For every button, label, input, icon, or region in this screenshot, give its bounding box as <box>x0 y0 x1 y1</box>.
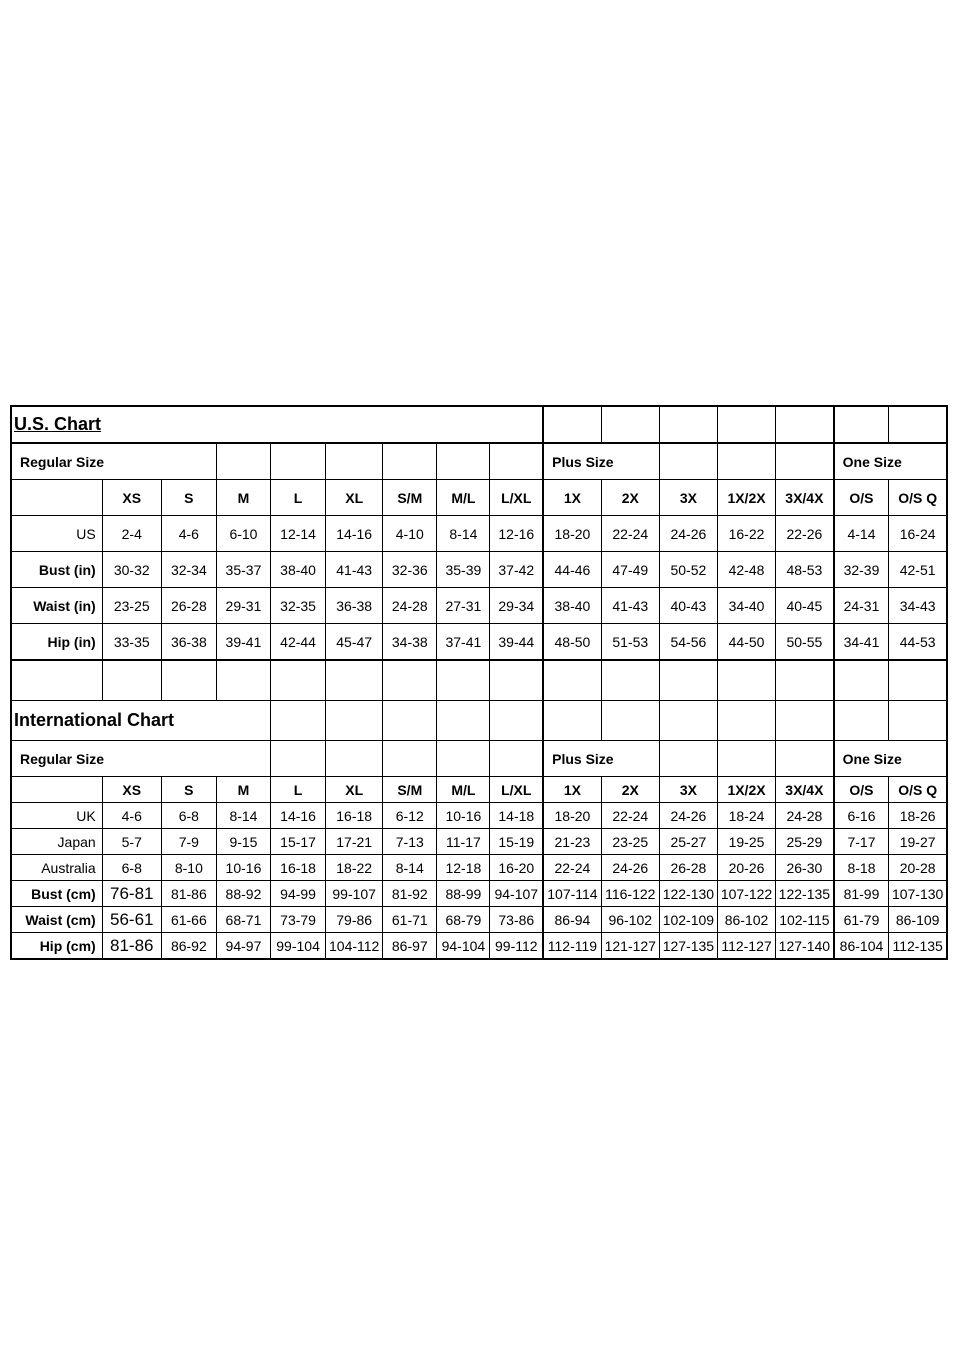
size-value: 61-79 <box>834 907 889 933</box>
size-value: 51-53 <box>601 624 659 661</box>
size-value: 6-8 <box>102 855 161 881</box>
size-value: 16-18 <box>271 855 326 881</box>
size-value: 86-92 <box>161 933 216 960</box>
spacer-cell <box>834 660 889 701</box>
size-value: 7-9 <box>161 829 216 855</box>
size-value: 14-16 <box>271 803 326 829</box>
size-value: 24-31 <box>834 588 889 624</box>
size-header: S <box>161 480 216 516</box>
size-value: 12-14 <box>271 516 326 552</box>
row-label: Hip (in) <box>11 624 102 661</box>
size-header: 3X <box>659 777 717 803</box>
size-header: S/M <box>383 777 437 803</box>
size-value: 26-28 <box>659 855 717 881</box>
size-value: 6-10 <box>216 516 270 552</box>
size-header: XL <box>326 480 383 516</box>
row-label: US <box>11 516 102 552</box>
size-value: 127-135 <box>659 933 717 960</box>
spacer-cell <box>326 660 383 701</box>
size-value: 25-27 <box>659 829 717 855</box>
size-header: L/XL <box>490 480 543 516</box>
size-value: 29-34 <box>490 588 543 624</box>
size-value: 88-99 <box>437 881 490 907</box>
size-header: XL <box>326 777 383 803</box>
size-value: 81-99 <box>834 881 889 907</box>
empty-cell <box>383 741 437 777</box>
size-value: 18-20 <box>543 516 601 552</box>
empty-cell <box>437 443 490 480</box>
size-value: 11-17 <box>437 829 490 855</box>
size-header: M <box>216 777 270 803</box>
regular-size-header: Regular Size <box>11 741 271 777</box>
spacer-cell <box>216 660 270 701</box>
size-value: 8-14 <box>383 855 437 881</box>
size-value: 73-86 <box>490 907 543 933</box>
size-value: 56-61 <box>102 907 161 933</box>
size-value: 38-40 <box>271 552 326 588</box>
size-value: 16-18 <box>326 803 383 829</box>
size-value: 6-8 <box>161 803 216 829</box>
size-value: 112-127 <box>717 933 775 960</box>
spacer-cell <box>659 660 717 701</box>
empty-cell <box>271 741 326 777</box>
spacer-cell <box>717 660 775 701</box>
size-value: 86-109 <box>889 907 947 933</box>
size-value: 37-41 <box>437 624 490 661</box>
size-value: 15-19 <box>490 829 543 855</box>
size-value: 19-25 <box>717 829 775 855</box>
size-header: 3X/4X <box>776 777 834 803</box>
empty-cell <box>776 701 834 741</box>
size-value: 107-122 <box>717 881 775 907</box>
size-value: 42-48 <box>717 552 775 588</box>
size-value: 47-49 <box>601 552 659 588</box>
size-value: 40-45 <box>776 588 834 624</box>
size-value: 20-26 <box>717 855 775 881</box>
size-value: 50-52 <box>659 552 717 588</box>
empty-cell <box>717 741 775 777</box>
size-value: 16-22 <box>717 516 775 552</box>
size-value: 39-41 <box>216 624 270 661</box>
size-value: 14-16 <box>326 516 383 552</box>
size-value: 68-79 <box>437 907 490 933</box>
size-value: 41-43 <box>326 552 383 588</box>
size-value: 24-26 <box>659 516 717 552</box>
empty-cell <box>11 480 102 516</box>
size-value: 22-24 <box>601 803 659 829</box>
empty-cell <box>717 406 775 443</box>
size-value: 44-50 <box>717 624 775 661</box>
size-value: 36-38 <box>161 624 216 661</box>
row-label: Waist (cm) <box>11 907 102 933</box>
empty-cell <box>776 406 834 443</box>
size-value: 18-24 <box>717 803 775 829</box>
size-value: 54-56 <box>659 624 717 661</box>
size-value: 36-38 <box>326 588 383 624</box>
size-value: 116-122 <box>601 881 659 907</box>
size-value: 29-31 <box>216 588 270 624</box>
spacer-cell <box>776 660 834 701</box>
empty-cell <box>889 701 947 741</box>
size-value: 76-81 <box>102 881 161 907</box>
size-header: XS <box>102 777 161 803</box>
size-value: 102-109 <box>659 907 717 933</box>
size-value: 61-66 <box>161 907 216 933</box>
size-value: 5-7 <box>102 829 161 855</box>
size-value: 21-23 <box>543 829 601 855</box>
size-value: 86-94 <box>543 907 601 933</box>
chart-title-cell <box>11 406 543 443</box>
empty-cell <box>326 701 383 741</box>
size-value: 79-86 <box>326 907 383 933</box>
size-header: L/XL <box>490 777 543 803</box>
size-value: 73-79 <box>271 907 326 933</box>
empty-cell <box>601 406 659 443</box>
size-value: 8-18 <box>834 855 889 881</box>
size-value: 24-28 <box>776 803 834 829</box>
size-value: 39-44 <box>490 624 543 661</box>
empty-cell <box>383 701 437 741</box>
size-value: 94-97 <box>216 933 270 960</box>
size-value: 32-39 <box>834 552 889 588</box>
size-header: 1X <box>543 480 601 516</box>
size-value: 32-36 <box>383 552 437 588</box>
size-value: 44-46 <box>543 552 601 588</box>
empty-cell <box>383 443 437 480</box>
empty-cell <box>717 443 775 480</box>
size-value: 40-43 <box>659 588 717 624</box>
size-value: 14-18 <box>490 803 543 829</box>
size-value: 48-53 <box>776 552 834 588</box>
size-value: 7-17 <box>834 829 889 855</box>
size-header: M/L <box>437 777 490 803</box>
empty-cell <box>659 701 717 741</box>
size-value: 122-130 <box>659 881 717 907</box>
empty-cell <box>659 406 717 443</box>
size-header: S/M <box>383 480 437 516</box>
spacer-cell <box>543 660 601 701</box>
size-value: 25-29 <box>776 829 834 855</box>
plus-size-header: Plus Size <box>543 443 659 480</box>
empty-cell <box>834 406 889 443</box>
size-header: M/L <box>437 480 490 516</box>
spacer-cell <box>102 660 161 701</box>
spacer-cell <box>383 660 437 701</box>
size-value: 8-10 <box>161 855 216 881</box>
spacer-cell <box>161 660 216 701</box>
row-label: UK <box>11 803 102 829</box>
size-value: 32-34 <box>161 552 216 588</box>
size-value: 94-107 <box>490 881 543 907</box>
regular-size-header: Regular Size <box>11 443 216 480</box>
empty-cell <box>490 741 543 777</box>
size-value: 24-26 <box>659 803 717 829</box>
empty-cell <box>437 741 490 777</box>
size-value: 19-27 <box>889 829 947 855</box>
spacer-cell <box>437 660 490 701</box>
size-value: 22-24 <box>543 855 601 881</box>
plus-size-header: Plus Size <box>543 741 659 777</box>
size-header: 1X/2X <box>717 777 775 803</box>
size-value: 35-39 <box>437 552 490 588</box>
size-value: 81-92 <box>383 881 437 907</box>
size-value: 41-43 <box>601 588 659 624</box>
size-value: 99-104 <box>271 933 326 960</box>
size-header: 2X <box>601 480 659 516</box>
size-value: 34-41 <box>834 624 889 661</box>
size-header: O/S Q <box>889 480 947 516</box>
row-label: Waist (in) <box>11 588 102 624</box>
size-value: 86-97 <box>383 933 437 960</box>
size-value: 107-114 <box>543 881 601 907</box>
empty-cell <box>490 443 543 480</box>
empty-cell <box>326 741 383 777</box>
size-value: 112-135 <box>889 933 947 960</box>
size-value: 4-14 <box>834 516 889 552</box>
size-value: 23-25 <box>601 829 659 855</box>
size-value: 20-28 <box>889 855 947 881</box>
size-value: 15-17 <box>271 829 326 855</box>
size-header: O/S <box>834 777 889 803</box>
empty-cell <box>216 443 270 480</box>
one-size-header: One Size <box>834 443 947 480</box>
size-header: O/S Q <box>889 777 947 803</box>
row-label: Hip (cm) <box>11 933 102 960</box>
spacer-cell <box>490 660 543 701</box>
size-value: 86-102 <box>717 907 775 933</box>
size-value: 42-51 <box>889 552 947 588</box>
size-value: 121-127 <box>601 933 659 960</box>
row-label: Bust (in) <box>11 552 102 588</box>
size-value: 12-16 <box>490 516 543 552</box>
size-value: 12-18 <box>437 855 490 881</box>
size-value: 16-20 <box>490 855 543 881</box>
chart-title: U.S. Chart <box>14 414 102 434</box>
size-value: 68-71 <box>216 907 270 933</box>
size-value: 10-16 <box>216 855 270 881</box>
size-value: 24-28 <box>383 588 437 624</box>
size-value: 102-115 <box>776 907 834 933</box>
size-header: O/S <box>834 480 889 516</box>
size-value: 4-10 <box>383 516 437 552</box>
size-value: 34-43 <box>889 588 947 624</box>
size-value: 44-53 <box>889 624 947 661</box>
size-value: 42-44 <box>271 624 326 661</box>
empty-cell <box>543 406 601 443</box>
row-label: Japan <box>11 829 102 855</box>
empty-cell <box>889 406 947 443</box>
size-value: 81-86 <box>161 881 216 907</box>
spacer-cell <box>11 660 102 701</box>
size-value: 6-16 <box>834 803 889 829</box>
size-value: 127-140 <box>776 933 834 960</box>
size-value: 30-32 <box>102 552 161 588</box>
size-value: 6-12 <box>383 803 437 829</box>
spacer-cell <box>271 660 326 701</box>
empty-cell <box>776 443 834 480</box>
size-value: 26-28 <box>161 588 216 624</box>
size-value: 99-112 <box>490 933 543 960</box>
row-label: Bust (cm) <box>11 881 102 907</box>
size-header: 3X/4X <box>776 480 834 516</box>
spacer-cell <box>601 660 659 701</box>
one-size-header: One Size <box>834 741 947 777</box>
size-value: 18-26 <box>889 803 947 829</box>
size-value: 48-50 <box>543 624 601 661</box>
size-value: 4-6 <box>102 803 161 829</box>
size-value: 27-31 <box>437 588 490 624</box>
empty-cell <box>659 741 717 777</box>
size-value: 23-25 <box>102 588 161 624</box>
empty-cell <box>490 701 543 741</box>
spacer-cell <box>889 660 947 701</box>
size-value: 17-21 <box>326 829 383 855</box>
size-value: 34-40 <box>717 588 775 624</box>
empty-cell <box>271 701 326 741</box>
size-header: 1X <box>543 777 601 803</box>
size-value: 10-16 <box>437 803 490 829</box>
size-value: 4-6 <box>161 516 216 552</box>
size-value: 86-104 <box>834 933 889 960</box>
empty-cell <box>271 443 326 480</box>
size-header: 1X/2X <box>717 480 775 516</box>
size-value: 16-24 <box>889 516 947 552</box>
size-value: 8-14 <box>437 516 490 552</box>
empty-cell <box>776 741 834 777</box>
size-value: 122-135 <box>776 881 834 907</box>
size-header: XS <box>102 480 161 516</box>
empty-cell <box>659 443 717 480</box>
size-value: 99-107 <box>326 881 383 907</box>
empty-cell <box>543 701 601 741</box>
empty-cell <box>326 443 383 480</box>
size-value: 2-4 <box>102 516 161 552</box>
size-value: 26-30 <box>776 855 834 881</box>
size-value: 45-47 <box>326 624 383 661</box>
size-value: 35-37 <box>216 552 270 588</box>
intl-chart-title: International Chart <box>11 701 271 741</box>
size-value: 22-26 <box>776 516 834 552</box>
size-value: 88-92 <box>216 881 270 907</box>
size-header: L <box>271 777 326 803</box>
size-value: 81-86 <box>102 933 161 960</box>
size-value: 18-22 <box>326 855 383 881</box>
size-value: 7-13 <box>383 829 437 855</box>
size-header: M <box>216 480 270 516</box>
size-value: 18-20 <box>543 803 601 829</box>
size-header: S <box>161 777 216 803</box>
size-header: L <box>271 480 326 516</box>
empty-cell <box>717 701 775 741</box>
size-value: 24-26 <box>601 855 659 881</box>
size-value: 50-55 <box>776 624 834 661</box>
size-value: 38-40 <box>543 588 601 624</box>
row-label: Australia <box>11 855 102 881</box>
size-value: 32-35 <box>271 588 326 624</box>
size-header: 3X <box>659 480 717 516</box>
size-value: 8-14 <box>216 803 270 829</box>
size-chart-table <box>10 405 948 960</box>
size-value: 34-38 <box>383 624 437 661</box>
size-value: 94-104 <box>437 933 490 960</box>
size-value: 33-35 <box>102 624 161 661</box>
size-value: 96-102 <box>601 907 659 933</box>
empty-cell <box>11 777 102 803</box>
size-value: 22-24 <box>601 516 659 552</box>
empty-cell <box>437 701 490 741</box>
size-value: 104-112 <box>326 933 383 960</box>
size-value: 107-130 <box>889 881 947 907</box>
size-value: 9-15 <box>216 829 270 855</box>
size-value: 94-99 <box>271 881 326 907</box>
size-header: 2X <box>601 777 659 803</box>
size-value: 112-119 <box>543 933 601 960</box>
size-value: 61-71 <box>383 907 437 933</box>
empty-cell <box>601 701 659 741</box>
empty-cell <box>834 701 889 741</box>
size-value: 37-42 <box>490 552 543 588</box>
